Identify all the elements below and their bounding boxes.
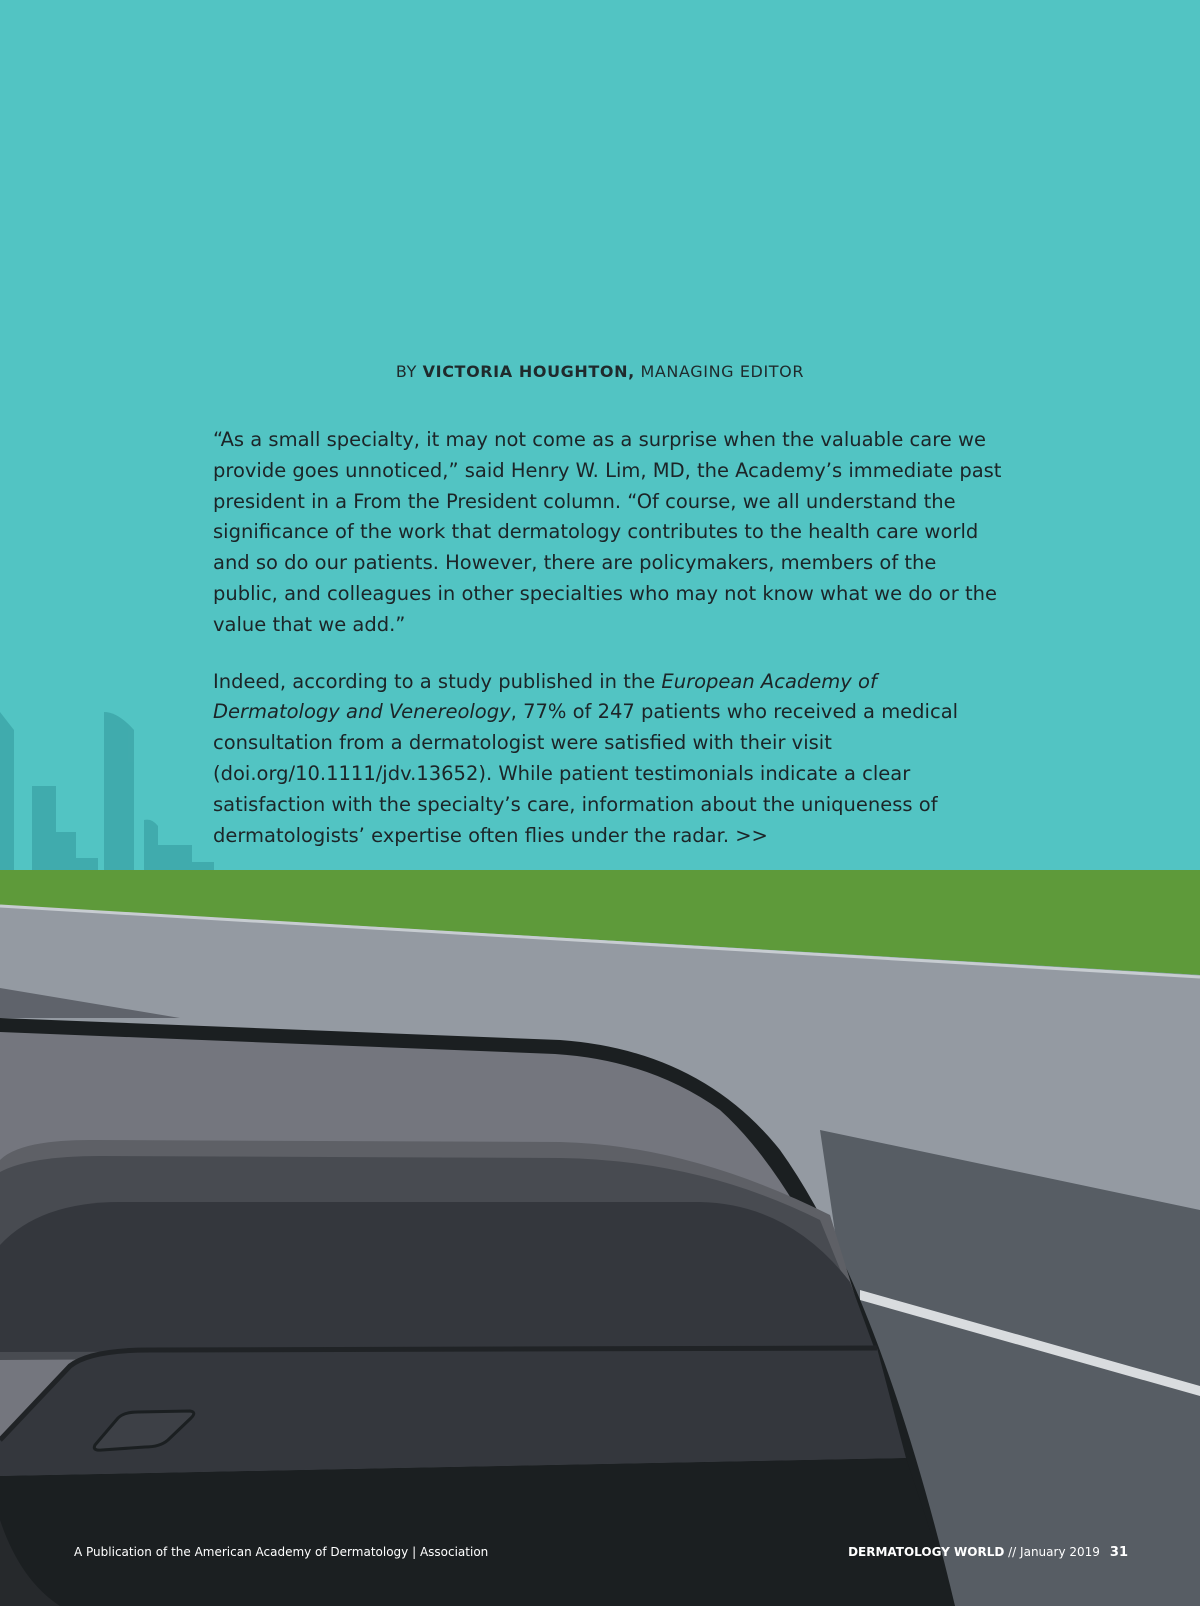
byline-prefix: BY xyxy=(395,362,417,381)
footer-publication: A Publication of the American Academy of Dermatology | Association xyxy=(74,1545,489,1559)
dashboard-panel xyxy=(0,1202,875,1352)
author-role: MANAGING EDITOR xyxy=(640,362,805,381)
page-number: 31 xyxy=(1109,1545,1128,1560)
footer-issue-info xyxy=(848,1545,1128,1560)
issue-date: January 2019 xyxy=(1020,1545,1100,1559)
journal-name: European Academy of Dermatology and Venereology xyxy=(213,669,877,724)
magazine-name: DERMATOLOGY WORLD xyxy=(848,1545,1005,1559)
paragraph-study-lead: Indeed, according to a study published in the xyxy=(213,669,662,693)
paragraph-study-rest: , 77% of 247 patients who received a medical consultation from a dermatologist were satisfied with their visit (doi.org/10.1111/jdv.13652). While patient testimonials indicate a clear satisfaction with the specialty’s care, information about the uniqueness of dermatologists’ expertise often flies under the radar. >> xyxy=(213,700,959,847)
footer-separator: // xyxy=(1004,1545,1021,1559)
article-body xyxy=(213,425,1003,851)
paragraph-study xyxy=(213,667,1003,852)
byline xyxy=(0,362,1200,381)
paragraph-quote: “As a small specialty, it may not come as a surprise when the valuable care we provide goes unnoticed,” said Henry W. Lim, MD, the Academy’s immediate past president in a From the President column. “Of course, we all understand the significance of the work that dermatology contributes to the health care world and so do our patients. However, there are policymakers, members of the public, and colleagues in other specialties who may not know what we do or the value that we add.” xyxy=(213,428,1002,636)
author-name: VICTORIA HOUGHTON, xyxy=(422,362,635,381)
